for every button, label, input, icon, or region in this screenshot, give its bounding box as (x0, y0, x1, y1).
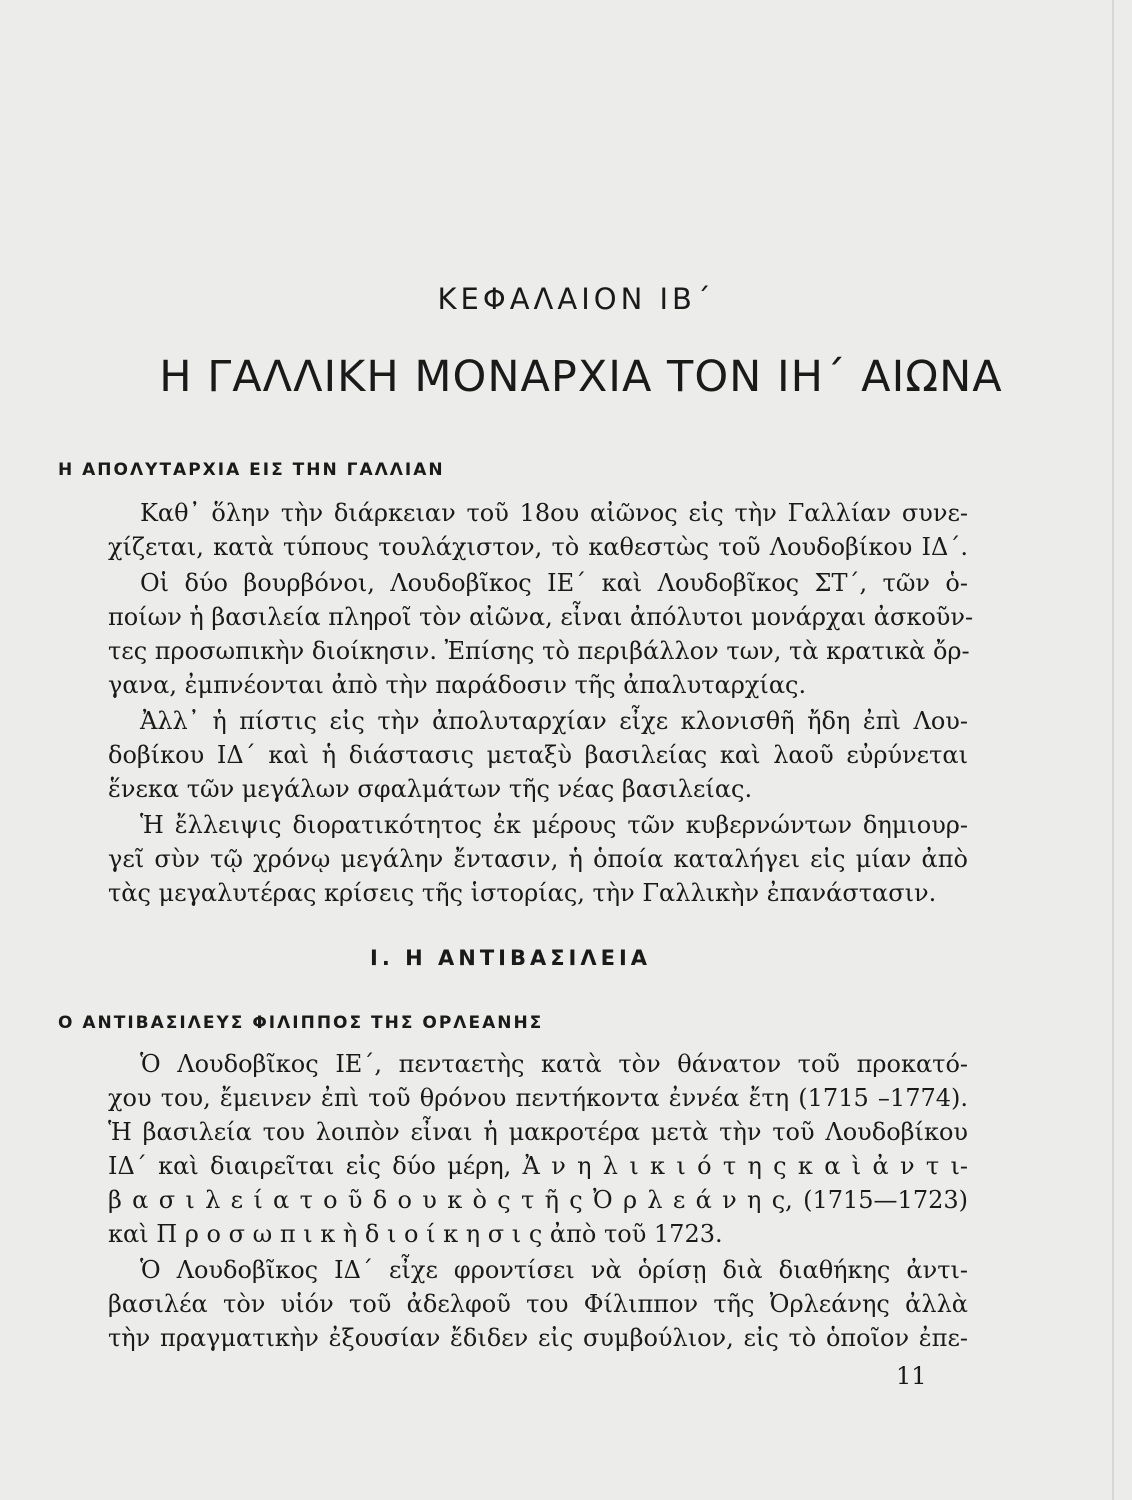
paragraph-line: Ἡ βασιλεία του λοιπὸν εἶναι ἡ μακροτέρα μετὰ τὴν τοῦ Λουδοβίκου (108, 1118, 968, 1146)
paragraph-line: β α σ ι λ ε ί α τ ο ῦ δ ο υ κ ὸ ς τ ῆ ς Ὀ ρ λ ε ά ν η ς, (1715—1723) (108, 1186, 968, 1214)
paragraph-line: ἕνεκα τῶν μεγάλων σφαλμάτων τῆς νέας βασιλείας. (108, 775, 753, 803)
paragraph-line: γεῖ σὺν τῷ χρόνῳ μεγάλην ἔντασιν, ἡ ὁποία καταλήγει εἰς μίαν ἀπὸ (108, 845, 968, 873)
paragraph-line: Ἡ ἔλλειψις διορατικότητος ἐκ μέρους τῶν κυβερνώντων δημιουρ- (140, 811, 968, 839)
paragraph-line: Ὁ Λουδοβῖκος ΙΕ΄, πενταετὴς κατὰ τὸν θάνατον τοῦ προκατό- (140, 1050, 968, 1078)
chapter-label: ΚΕΦΑΛΑΙΟΝ ΙΒ΄ (437, 282, 715, 316)
page-edge-shadow (1112, 0, 1114, 1500)
paragraph-line: καὶ Π ρ ο σ ω π ι κ ὴ δ ι ο ί κ η σ ι ς ἀπὸ τοῦ 1723. (108, 1220, 723, 1248)
paragraph-line: ποίων ἡ βασιλεία πληροῖ τὸν αἰῶνα, εἶναι ἀπόλυτοι μονάρχαι ἀσκοῦν- (108, 603, 974, 631)
paragraph-line: χίζεται, κατὰ τύπους τουλάχιστον, τὸ καθεστὼς τοῦ Λουδοβίκου ΙΔ΄. (108, 533, 968, 561)
page-number: 11 (896, 1362, 927, 1390)
paragraph-line: γανα, ἐμπνέονται ἀπὸ τὴν παράδοσιν τῆς ἀπαλυταρχίας. (108, 671, 807, 699)
paragraph-line: δοβίκου ΙΔ΄ καὶ ἡ διάστασις μεταξὺ βασιλείας καὶ λαοῦ εὐρύνεται (108, 741, 968, 769)
paragraph-line: Ὁ Λουδοβῖκος ΙΔ΄ εἶχε φροντίσει νὰ ὁρίσῃ διὰ διαθήκης ἀντι- (140, 1256, 968, 1284)
chapter-title: Η ΓΑΛΛΙΚΗ ΜΟΝΑΡΧΙΑ ΤΟΝ ΙΗ΄ ΑΙΩΝΑ (159, 352, 1003, 402)
paragraph-line: ΙΔ΄ καὶ διαιρεῖται εἰς δύο μέρη, Ἀ ν η λ ι κ ι ό τ η ς κ α ὶ ἀ ν τ ι- (108, 1152, 968, 1180)
paragraph-line: Καθ᾿ ὅλην τὴν διάρκειαν τοῦ 18ου αἰῶνος εἰς τὴν Γαλλίαν συνε- (140, 499, 968, 527)
paragraph-line: τὰς μεγαλυτέρας κρίσεις τῆς ἱστορίας, τὴν Γαλλικὴν ἐπανάστασιν. (108, 879, 937, 907)
section-heading-regency: Ι. Η ΑΝΤΙΒΑΣΙΛΕΙΑ (370, 946, 652, 970)
paragraph-line: τες προσωπικὴν διοίκησιν. Ἐπίσης τὸ περιβάλλον των, τὰ κρατικὰ ὄρ- (108, 637, 970, 665)
paragraph-line: βασιλέα τὸν υἱόν τοῦ ἀδελφοῦ του Φίλιππον τῆς Ὀρλεάνης ἀλλὰ (108, 1290, 968, 1318)
subsection-heading-absolutism: Η ΑΠΟΛΥΤΑΡΧΙΑ ΕΙΣ ΤΗΝ ΓΑΛΛΙΑΝ (58, 460, 445, 480)
paragraph-line: χου του, ἔμεινεν ἐπὶ τοῦ θρόνου πεντήκοντα ἐννέα ἔτη (1715 –1774). (108, 1084, 968, 1112)
subsection-heading-philip-orleans: Ο ΑΝΤΙΒΑΣΙΛΕΥΣ ΦΙΛΙΠΠΟΣ ΤΗΣ ΟΡΛΕΑΝΗΣ (58, 1013, 544, 1033)
paragraph-line: Ἀλλ᾿ ἡ πίστις εἰς τὴν ἀπολυταρχίαν εἶχε κλονισθῆ ἤδη ἐπὶ Λου- (140, 707, 968, 735)
paragraph-line: τὴν πραγματικὴν ἐξουσίαν ἔδιδεν εἰς συμβούλιον, εἰς τὸ ὁποῖον ἐπε- (108, 1324, 968, 1352)
paragraph-line: Οἱ δύο βουρβόνοι, Λουδοβῖκος ΙΕ΄ καὶ Λουδοβῖκος ΣΤ΄, τῶν ὁ- (140, 569, 968, 597)
